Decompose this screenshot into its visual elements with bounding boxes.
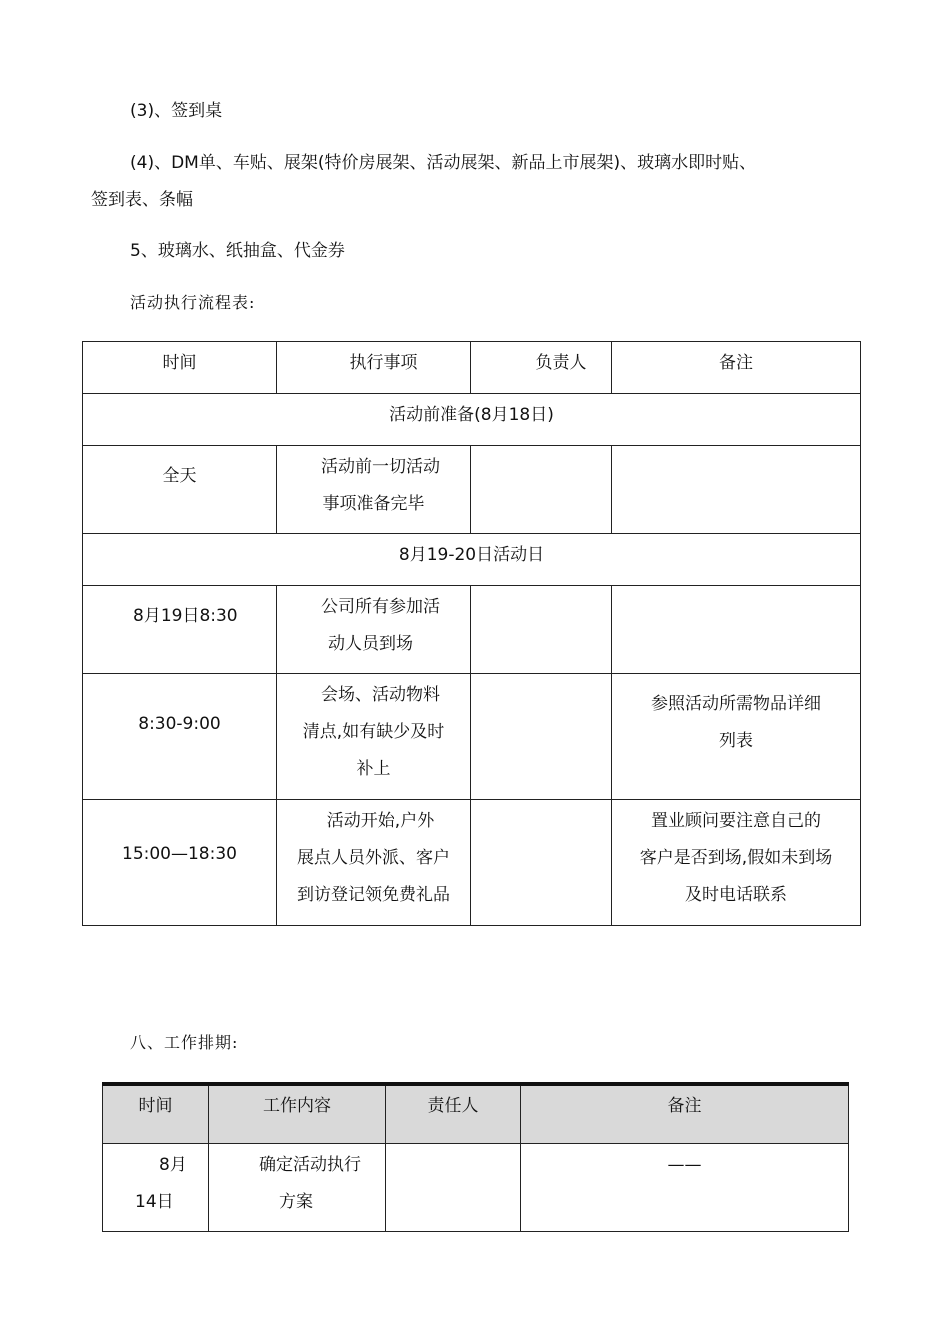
row1-note: —— — [521, 1144, 849, 1232]
table1-caption: 活动执行流程表: — [130, 293, 256, 312]
row3-time: 8:30-9:00 — [83, 674, 277, 800]
row1-owner — [386, 1144, 521, 1232]
table-row — [83, 674, 861, 800]
row1-content: 确定活动执行 方案 — [209, 1144, 386, 1232]
row1-time: 全天 — [83, 446, 277, 534]
header-time: 时间 — [103, 1084, 209, 1144]
table-row — [83, 586, 861, 674]
table-row — [83, 800, 861, 926]
header-note: 备注 — [612, 342, 861, 394]
header-note: 备注 — [521, 1084, 849, 1144]
row4-time: 15:00—18:30 — [83, 800, 277, 926]
table-header-row — [83, 342, 861, 394]
row1-time: 8月 14日 — [103, 1144, 209, 1232]
table-row — [103, 1144, 849, 1232]
item-5-supplies: 5、玻璃水、纸抽盒、代金券 — [130, 241, 345, 261]
group-preparation-label: 活动前准备(8月18日) — [83, 394, 861, 446]
group-row-preparation — [83, 394, 861, 446]
table-header-row — [103, 1084, 849, 1144]
item-3-sign-desk: (3)、签到桌 — [130, 101, 223, 121]
row3-owner — [471, 674, 612, 800]
header-time: 时间 — [83, 342, 277, 394]
header-content: 工作内容 — [209, 1084, 386, 1144]
row4-task: 活动开始,户外 展点人员外派、客户 到访登记领免费礼品 — [277, 800, 471, 926]
row1-task: 活动前一切活动 事项准备完毕 — [277, 446, 471, 534]
header-task: 执行事项 — [277, 342, 471, 394]
table-row — [83, 446, 861, 534]
row3-task: 会场、活动物料 清点,如有缺少及时 补上 — [277, 674, 471, 800]
row2-owner — [471, 586, 612, 674]
row2-task: 公司所有参加活 动人员到场 — [277, 586, 471, 674]
row2-time: 8月19日8:30 — [83, 586, 277, 674]
row1-note — [612, 446, 861, 534]
activity-process-table — [82, 341, 861, 926]
section-8-title: 八、工作排期: — [130, 1033, 239, 1052]
row2-note — [612, 586, 861, 674]
row4-note: 置业顾问要注意自己的 客户是否到场,假如未到场 及时电话联系 — [612, 800, 861, 926]
work-schedule-table — [102, 1082, 849, 1232]
row4-owner — [471, 800, 612, 926]
item-4-materials-line1: (4)、DM单、车贴、展架(特价房展架、活动展架、新品上市展架)、玻璃水即时贴、 — [130, 153, 757, 173]
row1-owner — [471, 446, 612, 534]
header-owner: 负责人 — [471, 342, 612, 394]
row3-note: 参照活动所需物品详细 列表 — [612, 674, 861, 800]
item-4-materials-line2: 签到表、条幅 — [91, 190, 193, 210]
header-owner: 责任人 — [386, 1084, 521, 1144]
group-activity-days-label: 8月19-20日活动日 — [83, 534, 861, 586]
group-row-activity-days — [83, 534, 861, 586]
